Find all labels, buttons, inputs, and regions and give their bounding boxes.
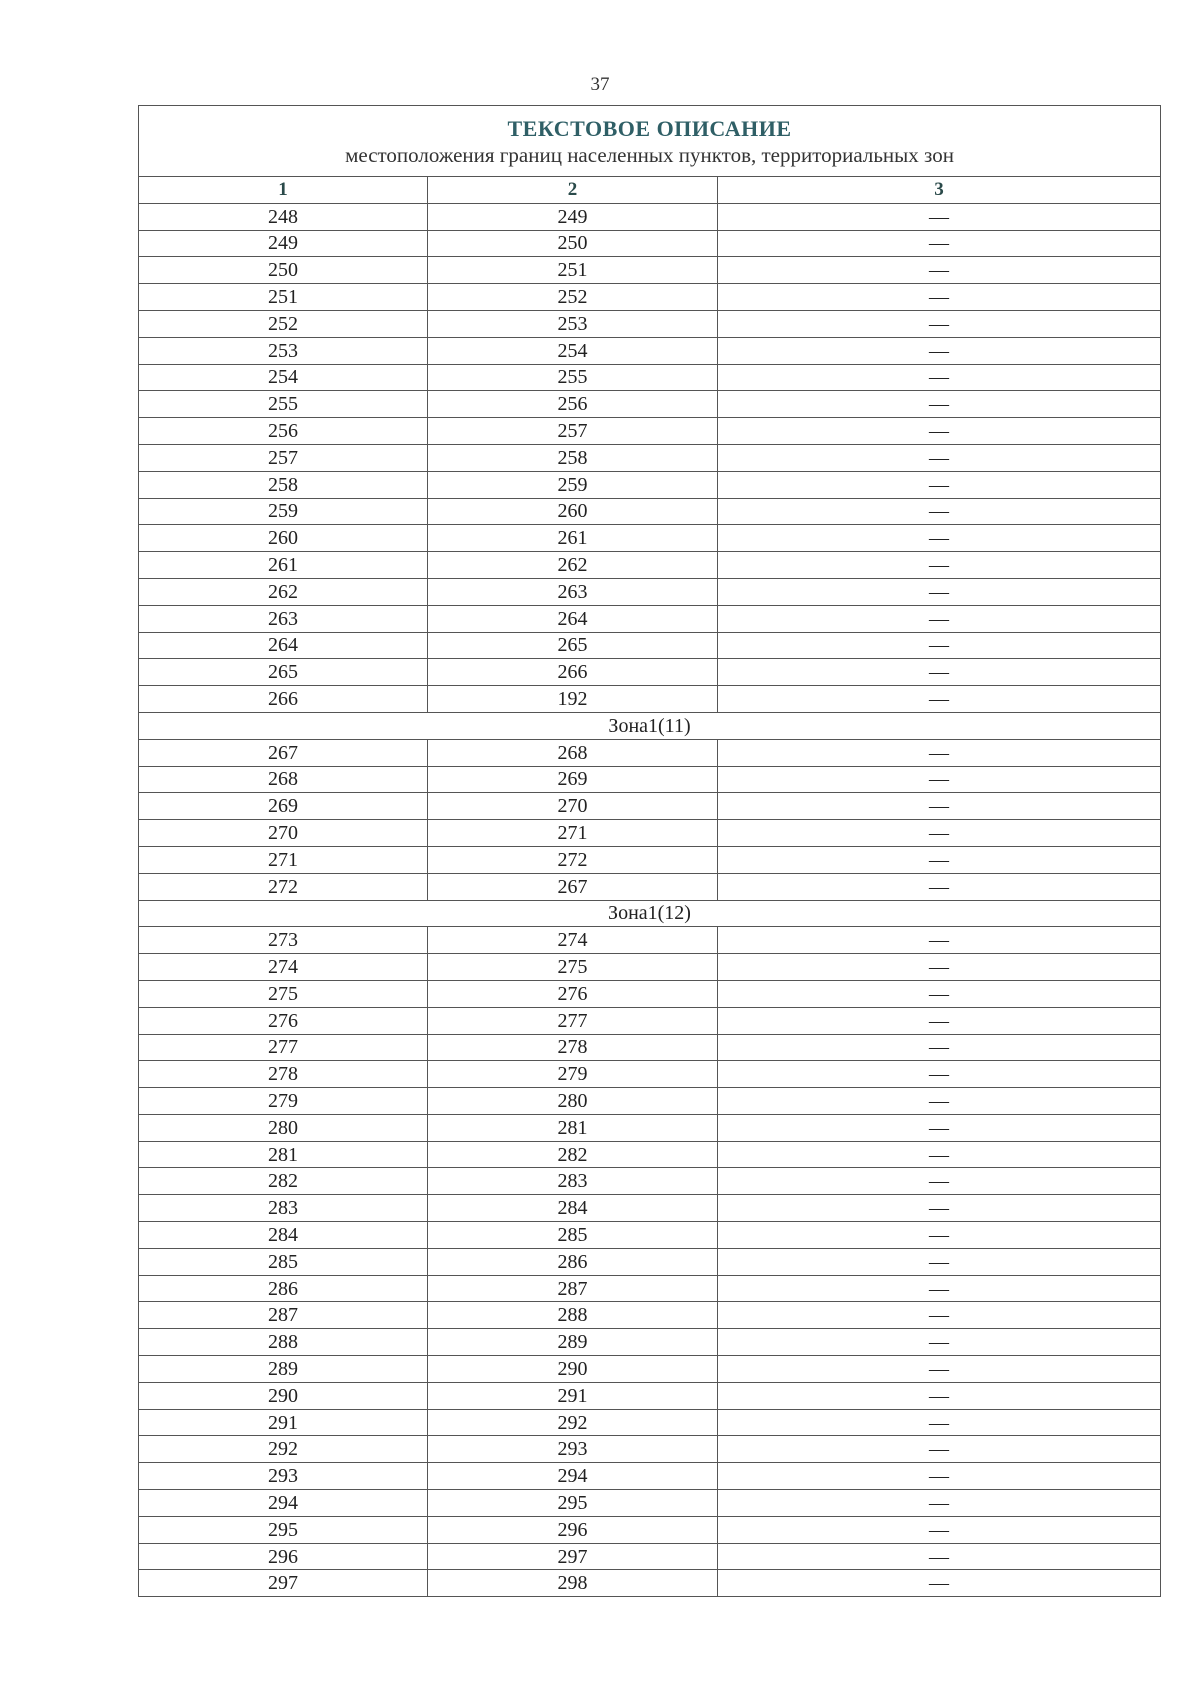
table-row [139,578,1161,605]
point-to-cell: 294 [428,1463,718,1490]
point-from-cell: 285 [139,1248,428,1275]
table-row [139,1490,1161,1517]
zone-label: Зона1(12) [139,900,1161,927]
description-cell: — [718,257,1161,284]
page-number: 37 [590,74,610,95]
point-to-cell: 272 [428,846,718,873]
point-to-cell: 290 [428,1356,718,1383]
point-from-cell: 296 [139,1543,428,1570]
description-cell: — [718,1436,1161,1463]
point-to-cell: 295 [428,1490,718,1517]
point-from-cell: 263 [139,605,428,632]
point-to-cell: 289 [428,1329,718,1356]
column-header-1: 1 [139,177,428,204]
description-cell: — [718,498,1161,525]
description-cell: — [718,1248,1161,1275]
point-from-cell: 294 [139,1490,428,1517]
table-row [139,1141,1161,1168]
table-row [139,1570,1161,1597]
description-cell: — [718,632,1161,659]
point-from-cell: 297 [139,1570,428,1597]
description-cell: — [718,1302,1161,1329]
table-subtitle: местоположения границ населенных пунктов, территориальных зон [345,143,954,167]
table-row [139,846,1161,873]
point-to-cell: 284 [428,1195,718,1222]
point-from-cell: 276 [139,1007,428,1034]
description-cell: — [718,766,1161,793]
table-row [139,632,1161,659]
description-cell: — [718,927,1161,954]
table-row [139,471,1161,498]
table-row [139,1382,1161,1409]
description-cell: — [718,1222,1161,1249]
description-cell: — [718,1409,1161,1436]
table-row [139,1463,1161,1490]
point-to-cell: 249 [428,203,718,230]
point-from-cell: 292 [139,1436,428,1463]
table-row [139,418,1161,445]
description-cell: — [718,391,1161,418]
point-to-cell: 288 [428,1302,718,1329]
point-from-cell: 269 [139,793,428,820]
description-cell: — [718,1329,1161,1356]
point-to-cell: 252 [428,284,718,311]
table-row [139,257,1161,284]
table-row [139,1436,1161,1463]
point-from-cell: 288 [139,1329,428,1356]
point-to-cell: 257 [428,418,718,445]
description-cell: — [718,284,1161,311]
table-row [139,1409,1161,1436]
zone-label: Зона1(11) [139,712,1161,739]
point-from-cell: 262 [139,578,428,605]
table-title-row [139,106,1161,177]
point-to-cell: 260 [428,498,718,525]
table-row [139,820,1161,847]
point-to-cell: 293 [428,1436,718,1463]
description-cell: — [718,659,1161,686]
description-cell: — [718,686,1161,713]
point-to-cell: 274 [428,927,718,954]
point-from-cell: 257 [139,444,428,471]
point-from-cell: 279 [139,1088,428,1115]
table-row [139,444,1161,471]
point-from-cell: 259 [139,498,428,525]
table-row [139,284,1161,311]
description-cell: — [718,954,1161,981]
point-from-cell: 256 [139,418,428,445]
point-from-cell: 293 [139,1463,428,1490]
table-row [139,1195,1161,1222]
point-from-cell: 265 [139,659,428,686]
table-row [139,310,1161,337]
point-from-cell: 260 [139,525,428,552]
point-to-cell: 280 [428,1088,718,1115]
description-cell: — [718,1061,1161,1088]
point-to-cell: 264 [428,605,718,632]
description-cell: — [718,1382,1161,1409]
point-to-cell: 286 [428,1248,718,1275]
description-cell: — [718,1114,1161,1141]
point-from-cell: 250 [139,257,428,284]
description-cell: — [718,444,1161,471]
point-to-cell: 285 [428,1222,718,1249]
point-to-cell: 270 [428,793,718,820]
point-to-cell: 192 [428,686,718,713]
point-to-cell: 254 [428,337,718,364]
table-row [139,1543,1161,1570]
description-cell: — [718,1463,1161,1490]
point-to-cell: 297 [428,1543,718,1570]
point-from-cell: 282 [139,1168,428,1195]
point-from-cell: 284 [139,1222,428,1249]
description-cell: — [718,337,1161,364]
column-header-row [139,177,1161,204]
description-cell: — [718,1195,1161,1222]
point-from-cell: 290 [139,1382,428,1409]
table-title: ТЕКСТОВОЕ ОПИСАНИЕ [507,116,792,141]
table-row [139,1275,1161,1302]
table-row [139,1329,1161,1356]
point-to-cell: 271 [428,820,718,847]
point-from-cell: 268 [139,766,428,793]
point-to-cell: 283 [428,1168,718,1195]
point-to-cell: 255 [428,364,718,391]
point-to-cell: 259 [428,471,718,498]
table-row [139,1061,1161,1088]
point-to-cell: 291 [428,1382,718,1409]
table-row [139,1088,1161,1115]
table-row [139,1302,1161,1329]
point-to-cell: 269 [428,766,718,793]
point-from-cell: 270 [139,820,428,847]
description-cell: — [718,846,1161,873]
description-cell: — [718,605,1161,632]
table-row [139,793,1161,820]
table-row [139,739,1161,766]
column-header-3: 3 [718,177,1161,204]
point-from-cell: 289 [139,1356,428,1383]
table-row [139,1034,1161,1061]
point-to-cell: 296 [428,1516,718,1543]
description-cell: — [718,1490,1161,1517]
table-row [139,980,1161,1007]
table-row [139,203,1161,230]
table-row [139,1356,1161,1383]
table-row [139,1248,1161,1275]
point-from-cell: 264 [139,632,428,659]
table-row [139,525,1161,552]
point-from-cell: 255 [139,391,428,418]
description-cell: — [718,310,1161,337]
point-to-cell: 267 [428,873,718,900]
description-cell: — [718,1007,1161,1034]
table-row [139,498,1161,525]
point-from-cell: 275 [139,980,428,1007]
point-to-cell: 251 [428,257,718,284]
point-to-cell: 292 [428,1409,718,1436]
table-row [139,873,1161,900]
point-from-cell: 278 [139,1061,428,1088]
boundary-description-table [138,105,1161,1597]
point-from-cell: 286 [139,1275,428,1302]
description-cell: — [718,793,1161,820]
point-to-cell: 258 [428,444,718,471]
point-from-cell: 271 [139,846,428,873]
table-row [139,391,1161,418]
table-row [139,927,1161,954]
point-from-cell: 281 [139,1141,428,1168]
point-from-cell: 291 [139,1409,428,1436]
table-row [139,1516,1161,1543]
point-to-cell: 268 [428,739,718,766]
description-cell: — [718,364,1161,391]
table-row [139,1222,1161,1249]
point-to-cell: 256 [428,391,718,418]
table-row [139,766,1161,793]
description-cell: — [718,1570,1161,1597]
description-cell: — [718,1543,1161,1570]
point-from-cell: 254 [139,364,428,391]
description-cell: — [718,980,1161,1007]
description-cell: — [718,820,1161,847]
point-to-cell: 279 [428,1061,718,1088]
description-cell: — [718,1275,1161,1302]
table-row [139,686,1161,713]
point-to-cell: 275 [428,954,718,981]
point-to-cell: 276 [428,980,718,1007]
description-cell: — [718,1088,1161,1115]
column-header-2: 2 [428,177,718,204]
table-row [139,230,1161,257]
table-row [139,1007,1161,1034]
description-cell: — [718,203,1161,230]
point-from-cell: 273 [139,927,428,954]
point-from-cell: 249 [139,230,428,257]
point-to-cell: 250 [428,230,718,257]
point-from-cell: 266 [139,686,428,713]
point-from-cell: 274 [139,954,428,981]
point-to-cell: 277 [428,1007,718,1034]
table-row [139,1168,1161,1195]
description-cell: — [718,418,1161,445]
point-from-cell: 258 [139,471,428,498]
point-from-cell: 280 [139,1114,428,1141]
point-to-cell: 282 [428,1141,718,1168]
point-to-cell: 281 [428,1114,718,1141]
point-from-cell: 252 [139,310,428,337]
description-cell: — [718,1141,1161,1168]
point-to-cell: 263 [428,578,718,605]
point-to-cell: 253 [428,310,718,337]
description-cell: — [718,873,1161,900]
point-from-cell: 287 [139,1302,428,1329]
table-row [139,337,1161,364]
point-to-cell: 266 [428,659,718,686]
description-cell: — [718,739,1161,766]
point-from-cell: 251 [139,284,428,311]
description-cell: — [718,1168,1161,1195]
point-to-cell: 261 [428,525,718,552]
description-cell: — [718,552,1161,579]
point-from-cell: 248 [139,203,428,230]
description-cell: — [718,578,1161,605]
description-cell: — [718,525,1161,552]
description-cell: — [718,230,1161,257]
point-to-cell: 262 [428,552,718,579]
description-cell: — [718,1356,1161,1383]
table-title-cell [139,106,1161,177]
point-to-cell: 298 [428,1570,718,1597]
table-row [139,605,1161,632]
point-to-cell: 278 [428,1034,718,1061]
description-cell: — [718,1516,1161,1543]
table-row [139,364,1161,391]
point-from-cell: 295 [139,1516,428,1543]
point-from-cell: 283 [139,1195,428,1222]
zone-header-row [139,712,1161,739]
description-cell: — [718,1034,1161,1061]
point-from-cell: 253 [139,337,428,364]
table-row [139,552,1161,579]
point-to-cell: 265 [428,632,718,659]
table-row [139,1114,1161,1141]
point-from-cell: 267 [139,739,428,766]
table-row [139,659,1161,686]
zone-header-row [139,900,1161,927]
point-from-cell: 277 [139,1034,428,1061]
point-from-cell: 261 [139,552,428,579]
table-body [139,203,1161,1596]
description-cell: — [718,471,1161,498]
point-from-cell: 272 [139,873,428,900]
table-row [139,954,1161,981]
point-to-cell: 287 [428,1275,718,1302]
